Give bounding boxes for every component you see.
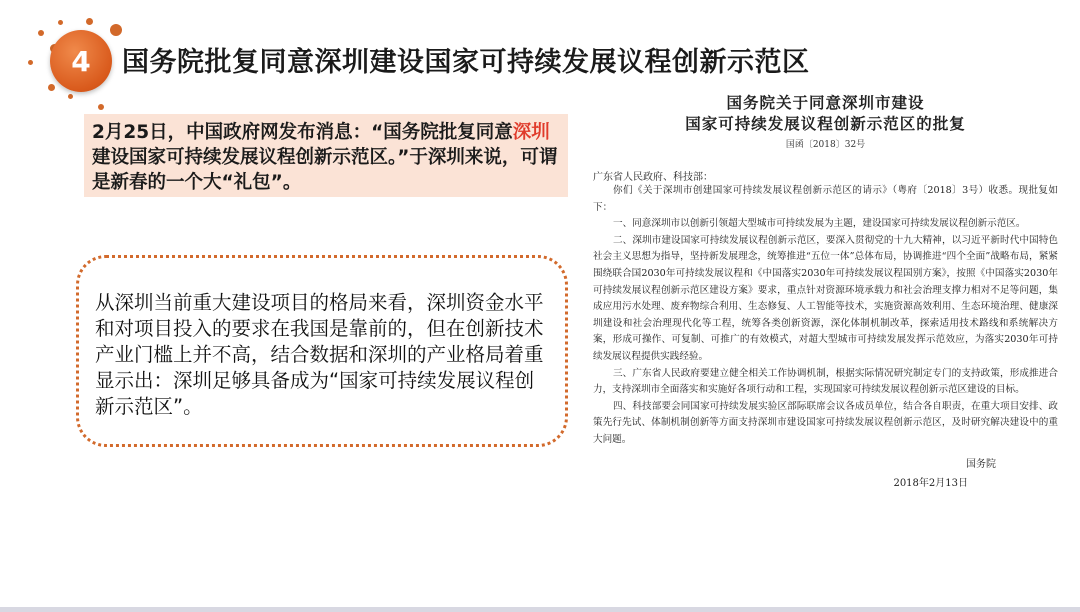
- document-title: [593, 92, 1058, 134]
- document-paragraph: 三、广东省人民政府要建立健全相关工作协调机制，根据实际情况研究制定专门的支持政策，形成推进合力，支持深圳市全面落实和实施好各项行动和工程，实现国家可持续发展议程创新示范区建设的目标。: [593, 367, 1058, 396]
- intro-text-part2: 建设国家可持续发展议程创新示范区。”于深圳来说，可谓是新春的一个大“礼包”。: [92, 147, 558, 193]
- document-paragraph: 你们《关于深圳市创建国家可持续发展议程创新示范区的请示》（粤府〔2018〕3号）收悉。现批复如下：: [593, 185, 1058, 213]
- decor-dot: [68, 94, 73, 99]
- decor-dot: [86, 18, 93, 25]
- document-paragraph: 一、同意深圳市以创新引领超大型城市可持续发展为主题，建设国家可持续发展议程创新示范区。: [613, 218, 1026, 230]
- decor-dot: [58, 20, 63, 25]
- official-document: [593, 92, 1058, 592]
- decor-dot: [48, 84, 55, 91]
- document-number: 国函〔2018〕32号: [785, 140, 866, 150]
- intro-callout: [84, 114, 568, 197]
- document-title-line2: 国家可持续发展议程创新示范区的批复: [685, 114, 966, 133]
- intro-text-part1: 2月25日，中国政府网发布消息：“国务院批复同意: [92, 122, 513, 143]
- document-issuer: 国务院: [966, 458, 996, 470]
- section-number-badge: [50, 30, 112, 92]
- document-date: 2018年2月13日: [893, 477, 968, 489]
- document-paragraph: 四、科技部要会同国家可持续发展实验区部际联席会议各成员单位，结合各自职责，在重大项目安排、政策先行先试、体制机制创新等方面支持深圳市建设国家可持续发展议程创新示范区，及时研究解决建设中的重大问题。: [593, 400, 1058, 445]
- document-paragraph: 二、深圳市建设国家可持续发展议程创新示范区，要深入贯彻党的十九大精神，以习近平新时代中国特色社会主义思想为指导，坚持新发展理念，统筹推进“五位一体”总体布局，协调推进“四个全面”战略布局，紧紧围绕联合国2030年可持续发展议程和《中国落实2030年可持续发展议程国别方案》，按照《中国落实2030年可持续发展议程创新示范区建设方案》要求，重点针对资源环境承载力和社会治理支撑力相对不足等问题，集成应用污水处理、废弃物综合利用、生态修复、人工智能等技术，实施资源高效利用、生态环境治理、健康深圳建设和社会治理现代化等工程，统筹各类创新资源，深化体制机制改革，探索适用技术路线和系统解决方案，形成可操作、可复制、可推广的有效模式，对超大型城市可持续发展发挥示范效应，为落实2030年可持续发展议程提供实践经验。: [593, 234, 1058, 362]
- decor-dot: [98, 104, 104, 110]
- decor-dot: [110, 24, 122, 36]
- decor-dot: [38, 30, 44, 36]
- intro-highlight: 深圳: [512, 122, 550, 143]
- section-number: 4: [71, 44, 91, 78]
- summary-text: 从深圳当前重大建设项目的格局来看，深圳资金水平和对项目投入的要求在我国是靠前的，但在创新技术产业门槛上并不高，结合数据和深圳的产业格局着重显示出：深圳足够具备成为“国家可持续发展议程创新示范区”。: [95, 291, 544, 418]
- decor-dot: [28, 60, 33, 65]
- document-title-line1: 国务院关于同意深圳市建设: [726, 93, 925, 112]
- document-addressee: 广东省人民政府、科技部：: [593, 172, 713, 183]
- summary-callout: [76, 255, 568, 447]
- bottom-divider: [0, 607, 1080, 612]
- page-title: 国务院批复同意深圳建设国家可持续发展议程创新示范区: [122, 47, 810, 78]
